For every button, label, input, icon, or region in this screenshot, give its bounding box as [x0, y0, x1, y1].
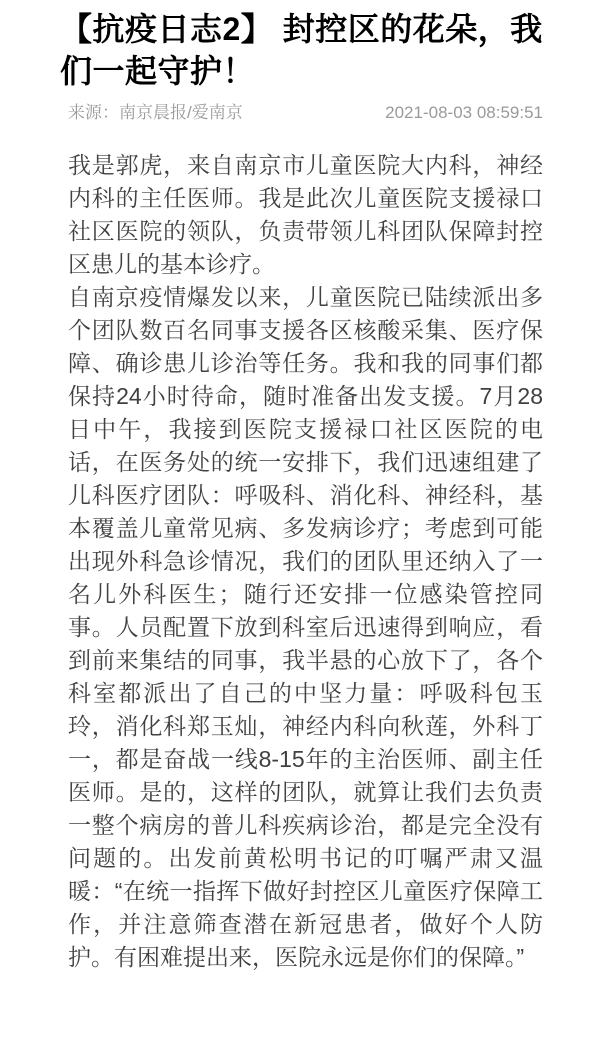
article-source: 来源：南京晨报/爱南京: [68, 103, 243, 122]
article-paragraph: 我是郭虎，来自南京市儿童医院大内科，神经内科的主任医师。我是此次儿童医院支援禄口社区医院的领队，负责带领儿科团队保障封控区患儿的基本诊疗。: [68, 152, 543, 277]
article-paragraph: 自南京疫情爆发以来，儿童医院已陆续派出多个团队数百名同事支援各区核酸采集、医疗保障、确诊患儿诊治等任务。我和我的同事们都保持24小时待命，随时准备出发支援。7月28日中午，我接到医院支援禄口社区医院的电话，在医务处的统一安排下，我们迅速组建了儿科医疗团队：呼吸科、消化科、神经科，基本覆盖儿童常见病、多发病诊疗；考虑到可能出现外科急诊情况，我们的团队里还纳入了一名儿外科医生；随行还安排一位感染管控同事。人员配置下放到科室后迅速得到响应，看到前来集结的同事，我半悬的心放下了，各个科室都派出了自己的中坚力量：呼吸科包玉玲，消化科郑玉灿，神经内科向秋莲，外科丁一，都是奋战一线8-15年的主治医师、副主任医师。是的，这样的团队，就算让我们去负责一整个病房的普儿科疾病诊治，都是完全没有问题的。出发前黄松明书记的叮嘱严肃又温暖：“在统一指挥下做好封控区儿童医疗保障工作，并注意筛查潜在新冠患者，做好个人防护。有困难提出来，医院永远是你们的保障。”: [68, 284, 543, 970]
publish-timestamp: 2021-08-03 08:59:51: [385, 103, 543, 122]
article-meta: [68, 103, 543, 123]
article-body: [68, 149, 543, 974]
article-title: 【抗疫日志2】 封控区的花朵，我们一起守护！: [60, 11, 543, 89]
